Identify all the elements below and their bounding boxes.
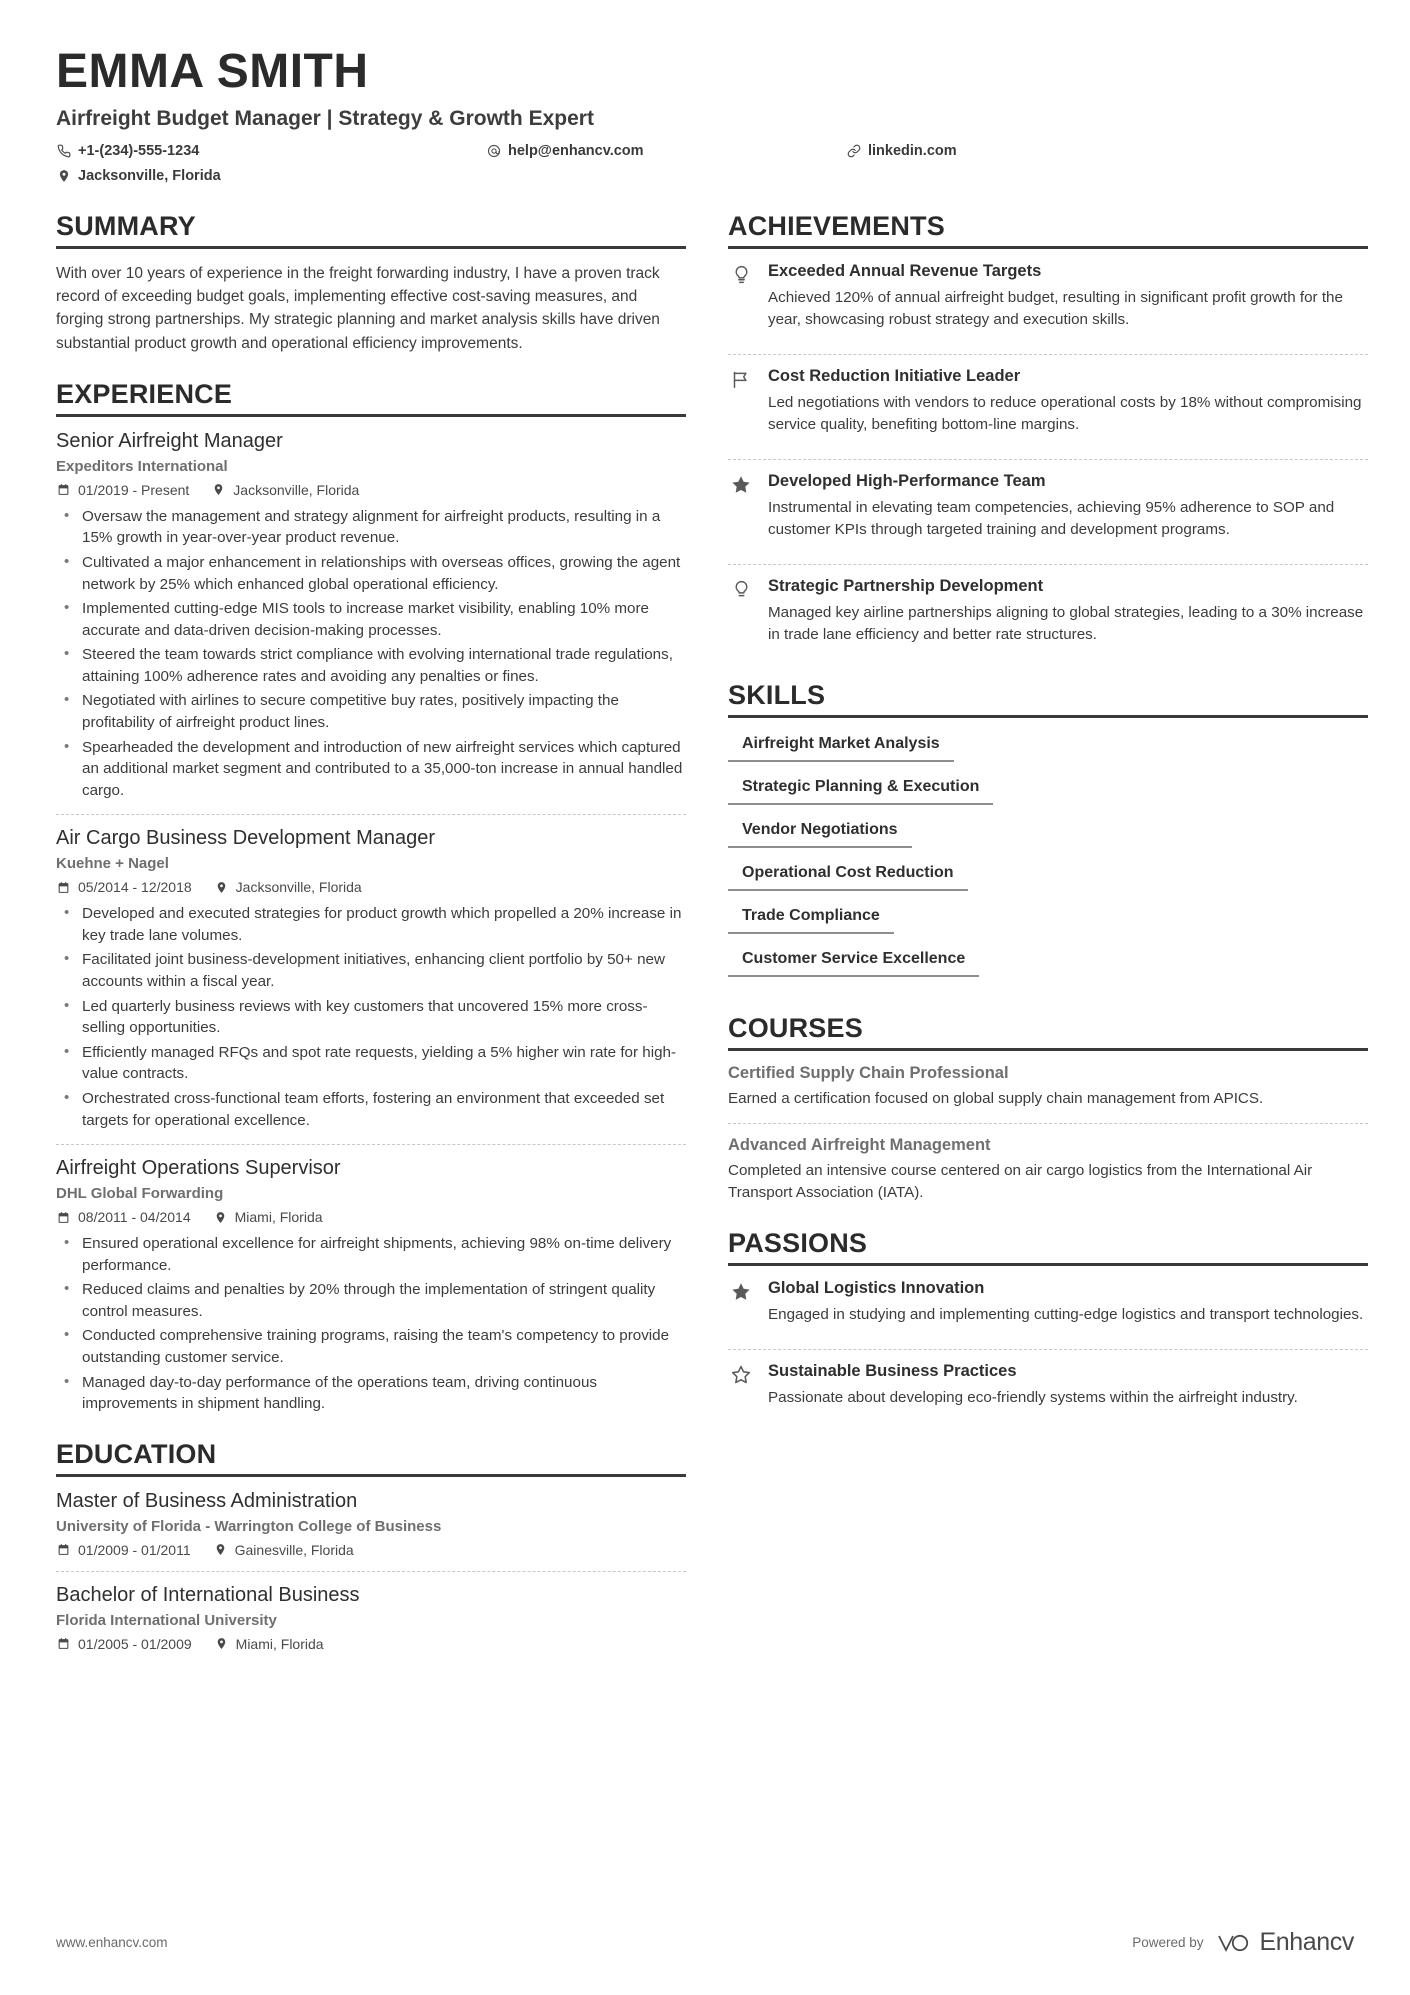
passion-desc: Passionate about developing eco-friendly systems within the airfreight industry.	[768, 1389, 1298, 1407]
location-icon	[214, 1636, 229, 1651]
divider	[56, 1144, 686, 1145]
contact-column-left	[56, 143, 486, 193]
education-entry	[56, 1584, 686, 1652]
education-location	[214, 1636, 324, 1652]
achievement-desc: Achieved 120% of annual airfreight budget, resulting in significant profit growth for the year, showcasing robust strategy and execution skills.	[768, 288, 1343, 328]
experience-bullets	[60, 903, 686, 1131]
list-item: • Spearheaded the development and introduction of new airfreight services which captured an additional market segment and contributed to a 35,000-ton increase in annual handled cargo.	[60, 737, 686, 802]
experience-dates	[56, 1209, 191, 1225]
achievement-title: Strategic Partnership Development	[768, 576, 1044, 595]
passion-title: Sustainable Business Practices	[768, 1362, 1017, 1381]
star-icon	[728, 472, 754, 541]
passion-title: Global Logistics Innovation	[768, 1279, 985, 1298]
experience-location-text: Jacksonville, Florida	[233, 481, 360, 498]
education-location	[213, 1542, 354, 1558]
divider	[728, 354, 1368, 355]
location-icon	[56, 168, 71, 183]
divider	[56, 1571, 686, 1572]
experience-heading: EXPERIENCE	[56, 379, 686, 417]
skill-tag: Vendor Negotiations	[728, 817, 912, 848]
powered-by-label: Powered by	[1132, 1935, 1204, 1950]
calendar-icon	[56, 482, 71, 497]
skill-tag: Operational Cost Reduction	[728, 860, 968, 891]
skill-tag: Airfreight Market Analysis	[728, 731, 954, 762]
experience-entry	[56, 827, 686, 1131]
passion-body	[768, 1362, 1298, 1409]
experience-entry	[56, 1157, 686, 1415]
contact-email-text: help@enhancv.com	[508, 142, 644, 159]
list-item: • Ensured operational excellence for airfreight shipments, achieving 98% on-time delivery performance.	[60, 1233, 686, 1276]
experience-location-text: Miami, Florida	[234, 1209, 323, 1226]
education-degree: Bachelor of International Business	[56, 1583, 360, 1606]
experience-role: Air Cargo Business Development Manager	[56, 827, 436, 850]
achievement-body	[768, 367, 1368, 436]
passion-body	[768, 1279, 1363, 1326]
education-heading: EDUCATION	[56, 1439, 686, 1477]
education-school: Florida International University	[56, 1611, 277, 1629]
experience-location	[214, 879, 362, 895]
education-dates	[56, 1542, 191, 1558]
section-education	[56, 1439, 686, 1652]
candidate-name: EMMA SMITH	[56, 45, 369, 98]
section-achievements	[728, 211, 1368, 656]
education-meta	[56, 1636, 686, 1652]
education-degree: Master of Business Administration	[56, 1489, 358, 1512]
divider	[728, 564, 1368, 565]
education-location-text: Gainesville, Florida	[234, 1541, 354, 1558]
achievement-item	[728, 262, 1368, 341]
experience-company: Expeditors International	[56, 457, 228, 475]
list-item: • Facilitated joint business-development initiatives, enhancing client portfolio by 50+ new accounts within a fiscal year.	[60, 949, 686, 992]
achievement-desc: Led negotiations with vendors to reduce operational costs by 18% without compromising service quality, benefiting bottom-line margins.	[768, 393, 1362, 433]
left-column	[56, 211, 686, 1676]
list-item: • Orchestrated cross-functional team efforts, fostering an environment that exceeded set targets for operational excellence.	[60, 1088, 686, 1131]
brand-name: Enhancv	[1259, 1928, 1354, 1956]
right-column	[728, 211, 1368, 1676]
list-item: • Cultivated a major enhancement in relationships with overseas offices, growing the agent network by 25% which enhanced global operational efficiency.	[60, 552, 686, 595]
contact-linkedin[interactable]	[846, 143, 957, 159]
list-item: • Reduced claims and penalties by 20% through the implementation of stringent quality control measures.	[60, 1279, 686, 1322]
lightbulb-icon	[728, 262, 754, 331]
achievement-title: Exceeded Annual Revenue Targets	[768, 261, 1042, 280]
achievements-heading: ACHIEVEMENTS	[728, 211, 1368, 249]
experience-dates-text: 08/2011 - 04/2014	[78, 1209, 191, 1226]
experience-meta	[56, 1209, 686, 1225]
contact-linkedin-text: linkedin.com	[868, 142, 957, 159]
section-courses	[728, 1013, 1368, 1204]
footer-website[interactable]: www.enhancv.com	[56, 1935, 168, 1950]
summary-text: With over 10 years of experience in the freight forwarding industry, I have a proven track record of exceeding budget goals, implementing effective cost-saving measures, and forging strong partnerships. My strategic planning and market analysis skills have driven substantial product growth and operational efficiency improvements.	[56, 264, 660, 352]
experience-meta	[56, 482, 686, 498]
course-title: Advanced Airfreight Management	[728, 1136, 991, 1155]
skill-tag: Customer Service Excellence	[728, 946, 979, 977]
achievement-desc: Instrumental in elevating team competencies, achieving 95% adherence to SOP and customer KPIs through targeted training and development programs.	[768, 498, 1335, 538]
section-skills	[728, 680, 1368, 989]
achievement-title: Cost Reduction Initiative Leader	[768, 366, 1021, 385]
experience-bullets	[60, 1233, 686, 1415]
experience-role: Senior Airfreight Manager	[56, 429, 283, 452]
course-item	[728, 1064, 1368, 1110]
section-summary	[56, 211, 686, 355]
list-item: • Led quarterly business reviews with key customers that uncovered 15% more cross-selling opportunities.	[60, 996, 686, 1039]
skills-list	[728, 731, 1368, 989]
list-item: • Steered the team towards strict compliance with evolving international trade regulations, attaining 100% adherence rates and avoiding any penalties or fines.	[60, 644, 686, 687]
education-entry	[56, 1490, 686, 1558]
achievement-body	[768, 262, 1368, 331]
experience-dates	[56, 482, 189, 498]
divider	[56, 814, 686, 815]
calendar-icon	[56, 1636, 71, 1651]
achievement-body	[768, 472, 1368, 541]
experience-location	[213, 1209, 323, 1225]
list-item: • Implemented cutting-edge MIS tools to increase market visibility, enabling 10% more accurate and data-driven decision-making processes.	[60, 598, 686, 641]
bulb-outline-icon	[728, 577, 754, 646]
contact-email[interactable]	[486, 143, 846, 159]
contact-info	[56, 143, 1354, 193]
email-icon	[486, 143, 501, 158]
flag-icon	[728, 367, 754, 436]
location-icon	[213, 1210, 228, 1225]
experience-company: DHL Global Forwarding	[56, 1185, 224, 1203]
star-outline-icon	[728, 1362, 754, 1409]
experience-dates-text: 05/2014 - 12/2018	[78, 879, 192, 896]
section-passions	[728, 1228, 1368, 1419]
contact-phone[interactable]	[56, 143, 486, 159]
education-meta	[56, 1542, 686, 1558]
experience-bullets	[60, 506, 686, 802]
location-icon	[211, 482, 226, 497]
summary-heading: SUMMARY	[56, 211, 686, 249]
experience-dates-text: 01/2019 - Present	[78, 481, 190, 498]
enhancv-logo-icon	[1215, 1931, 1249, 1955]
contact-location	[56, 168, 486, 184]
course-desc: Completed an intensive course centered on air cargo logistics from the International Air Transport Association (IATA).	[728, 1162, 1313, 1202]
list-item: • Negotiated with airlines to secure competitive buy rates, positively impacting the profitability of airfreight product lines.	[60, 690, 686, 733]
calendar-icon	[56, 1210, 71, 1225]
courses-heading: COURSES	[728, 1013, 1368, 1051]
list-item: • Efficiently managed RFQs and spot rate requests, yielding a 5% higher win rate for high-value contracts.	[60, 1042, 686, 1085]
passion-desc: Engaged in studying and implementing cutting-edge logistics and transport technologies.	[768, 1306, 1364, 1324]
contact-column-middle	[486, 143, 846, 168]
education-dates-text: 01/2009 - 01/2011	[78, 1541, 191, 1558]
experience-role: Airfreight Operations Supervisor	[56, 1157, 341, 1180]
skill-tag: Strategic Planning & Execution	[728, 774, 993, 805]
link-icon	[846, 143, 861, 158]
resume-header	[56, 46, 1354, 193]
education-location-text: Miami, Florida	[235, 1635, 324, 1652]
list-item: • Oversaw the management and strategy alignment for airfreight products, resulting in a 15% growth in year-over-year product revenue.	[60, 506, 686, 549]
achievement-desc: Managed key airline partnerships aligning to global strategies, leading to a 30% increase in trade lane efficiency and better rate structures.	[768, 603, 1364, 644]
location-icon	[214, 880, 229, 895]
achievement-body	[768, 577, 1368, 646]
divider	[728, 1123, 1368, 1124]
course-title: Certified Supply Chain Professional	[728, 1064, 1009, 1083]
phone-icon	[56, 143, 71, 158]
achievement-item	[728, 367, 1368, 446]
achievement-title: Developed High-Performance Team	[768, 471, 1046, 490]
list-item: • Managed day-to-day performance of the operations team, driving continuous improvements in shipment handling.	[60, 1372, 686, 1415]
contact-phone-text: +1-(234)-555-1234	[78, 142, 200, 159]
powered-by	[1132, 1928, 1354, 1957]
experience-location	[211, 482, 359, 498]
course-item	[728, 1136, 1368, 1204]
section-experience	[56, 379, 686, 1415]
passions-heading: PASSIONS	[728, 1228, 1368, 1266]
list-item: • Developed and executed strategies for product growth which propelled a 20% increase in key trade lane volumes.	[60, 903, 686, 946]
contact-column-right	[846, 143, 957, 168]
achievement-item	[728, 577, 1368, 656]
skill-tag: Trade Compliance	[728, 903, 894, 934]
experience-entry	[56, 430, 686, 802]
calendar-icon	[56, 880, 71, 895]
education-school: University of Florida - Warrington College of Business	[56, 1517, 442, 1535]
contact-location-text: Jacksonville, Florida	[78, 167, 221, 184]
resume-body	[56, 210, 1364, 1676]
candidate-headline: Airfreight Budget Manager | Strategy & Growth Expert	[56, 106, 594, 130]
experience-meta	[56, 879, 686, 895]
passion-item	[728, 1362, 1368, 1419]
divider	[728, 1349, 1368, 1350]
education-dates	[56, 1636, 192, 1652]
star-icon	[728, 1279, 754, 1326]
course-desc: Earned a certification focused on global supply chain management from APICS.	[728, 1090, 1264, 1108]
achievement-item	[728, 472, 1368, 551]
divider	[728, 459, 1368, 460]
passion-item	[728, 1279, 1368, 1336]
page-footer	[56, 1928, 1354, 1957]
education-dates-text: 01/2005 - 01/2009	[78, 1635, 192, 1652]
location-icon	[213, 1542, 228, 1557]
calendar-icon	[56, 1542, 71, 1557]
experience-dates	[56, 879, 192, 895]
experience-location-text: Jacksonville, Florida	[235, 879, 362, 896]
list-item: • Conducted comprehensive training programs, raising the team's competency to provide outstanding customer service.	[60, 1325, 686, 1368]
experience-company: Kuehne + Nagel	[56, 855, 169, 873]
skills-heading: SKILLS	[728, 680, 1368, 718]
